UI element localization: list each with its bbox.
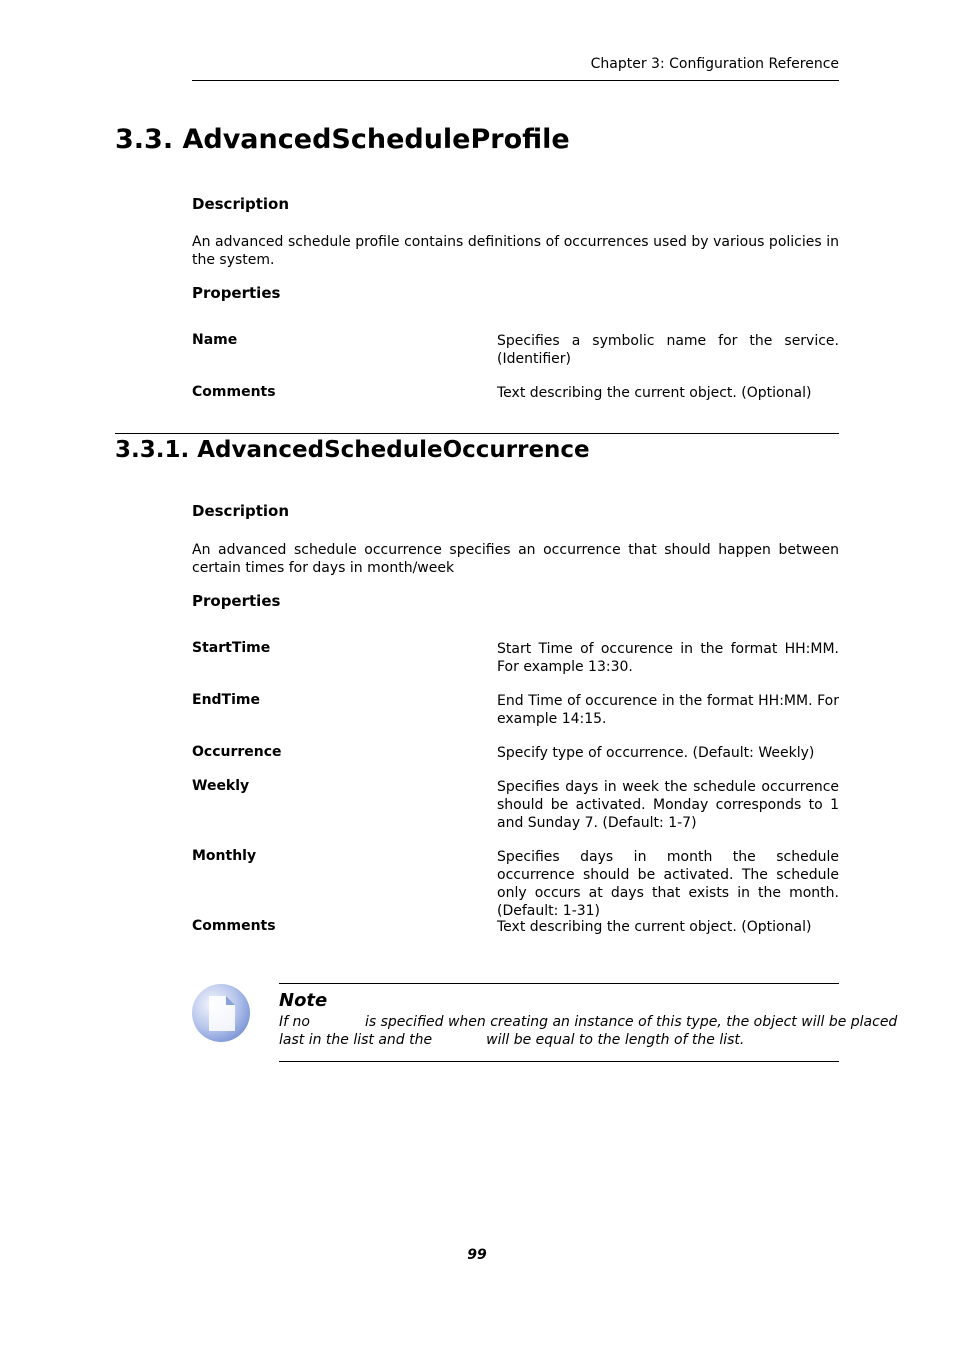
property-description: Text describing the current object. (Optional)	[497, 919, 812, 935]
note-icon	[192, 984, 252, 1044]
properties-heading: Properties	[192, 284, 281, 302]
section-description: An advanced schedule profile contains definitions of occurrences used by various policies in the system.	[192, 234, 839, 268]
note-text: If no	[279, 1014, 310, 1030]
property-name: Monthly	[192, 848, 257, 864]
property-description: Text describing the current object. (Optional)	[497, 385, 812, 401]
note-title: Note	[279, 990, 328, 1011]
property-name: Weekly	[192, 778, 250, 794]
property-name: StartTime	[192, 640, 271, 656]
property-description: Specify type of occurrence. (Default: Weekly)	[497, 745, 815, 761]
property-description: Specifies days in month the schedule occurrence should be activated. The schedule only occurs at days that exists in the month. (Default: 1-31)	[497, 849, 839, 919]
description-heading: Description	[192, 502, 290, 520]
property-description: End Time of occurence in the format HH:MM. For example 14:15.	[497, 693, 839, 727]
note-text: will be equal to the length of the list.	[486, 1032, 745, 1048]
page-number: 99	[467, 1247, 487, 1263]
property-name: Comments	[192, 384, 276, 400]
property-description: Start Time of occurence in the format HH:MM. For example 13:30.	[497, 641, 839, 675]
properties-heading: Properties	[192, 592, 281, 610]
note-line	[279, 1032, 744, 1048]
note-text: last in the list and the	[279, 1032, 433, 1048]
section-divider	[115, 433, 839, 434]
subsection-title: 3.3.1. AdvancedScheduleOccurrence	[115, 437, 590, 463]
description-heading: Description	[192, 195, 290, 213]
note-line	[279, 1014, 897, 1030]
note-text: is specified when creating an instance of this type, the object will be placed	[364, 1014, 898, 1030]
property-name: EndTime	[192, 692, 260, 708]
page-header	[192, 54, 839, 81]
property-name: Comments	[192, 918, 276, 934]
chapter-title: Chapter 3: Configuration Reference	[590, 56, 839, 72]
subsection-description: An advanced schedule occurrence specifies an occurrence that should happen between certain times for days in month/week	[192, 542, 839, 576]
property-description: Specifies a symbolic name for the service. (Identifier)	[497, 333, 839, 367]
note-box	[279, 983, 898, 1062]
property-name: Occurrence	[192, 744, 282, 760]
property-name: Name	[192, 332, 238, 348]
property-description: Specifies days in week the schedule occurrence should be activated. Monday corresponds to 1 and Sunday 7. (Default: 1-7)	[497, 779, 839, 831]
section-title: 3.3. AdvancedScheduleProfile	[115, 124, 570, 155]
